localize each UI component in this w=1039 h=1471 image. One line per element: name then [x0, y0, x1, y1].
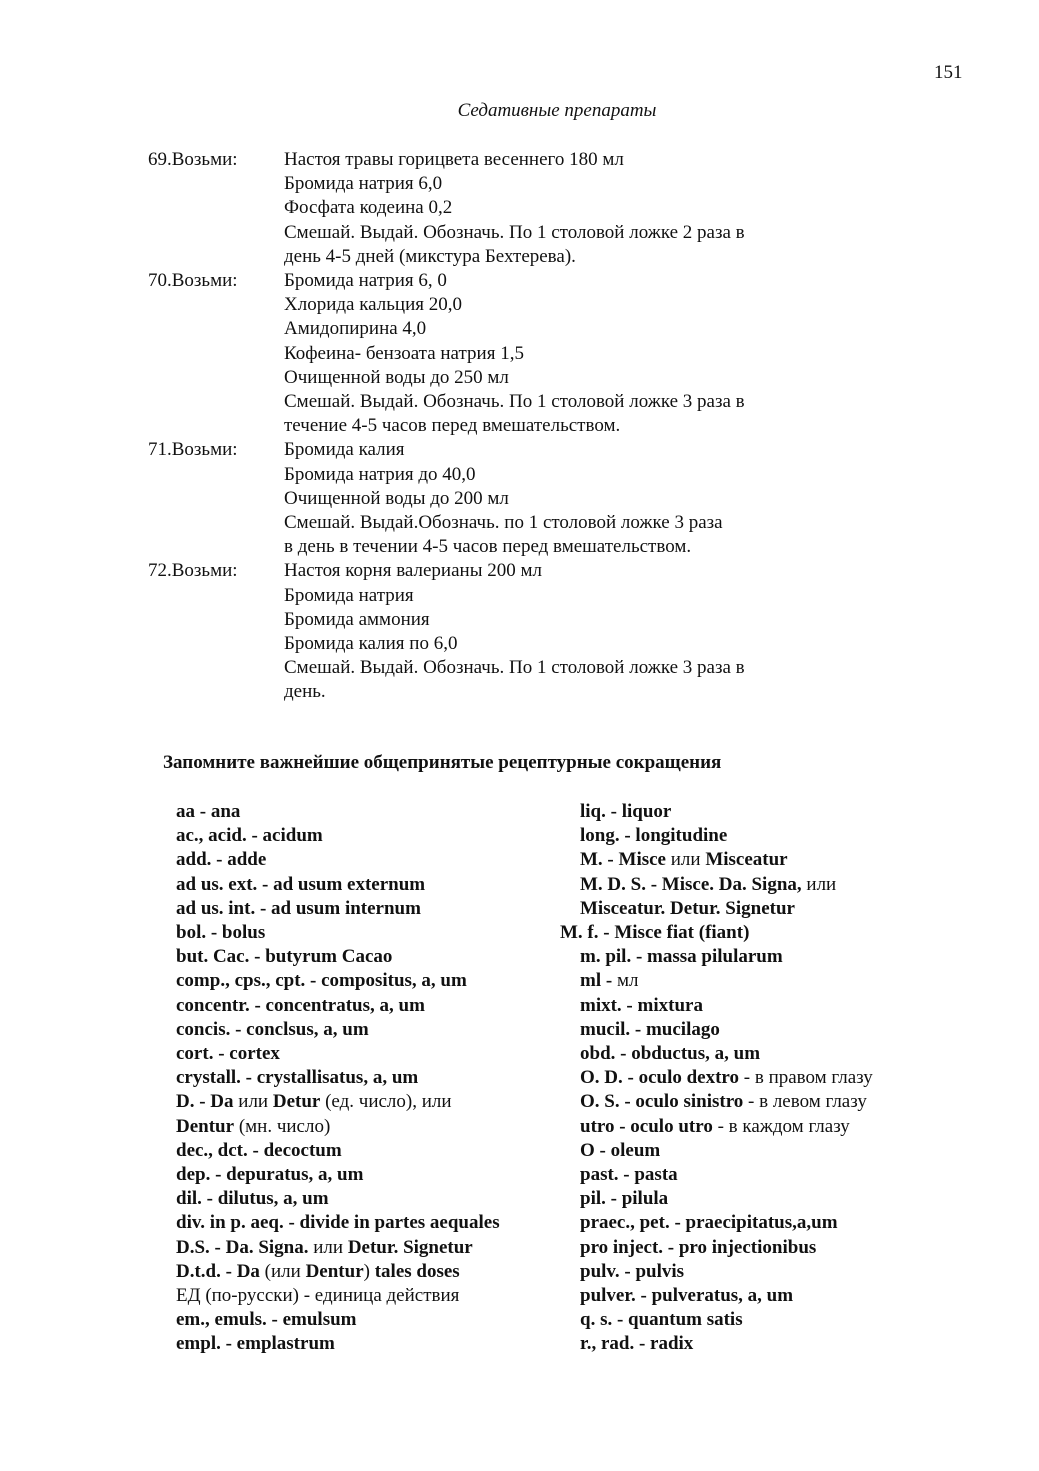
abbreviation-text: Dentur [176, 1115, 235, 1137]
recipe-line: течение 4-5 часов перед вмешательством. [284, 415, 621, 437]
abbreviation-text: pulver. - pulveratus, a, um [580, 1285, 794, 1307]
abbreviation-row [580, 969, 873, 993]
recipe-line: Смешай. Выдай. Обозначь. По 1 столовой ложке 2 раза в [284, 221, 745, 243]
abbreviation-text: concis. - conclsus, a, um [176, 1018, 369, 1040]
abbreviation-row [580, 1332, 873, 1356]
recipe-line: Смешай. Выдай.Обозначь. по 1 столовой ложке 3 раза [284, 512, 723, 534]
recipe-line: Смешай. Выдай. Обозначь. По 1 столовой ложке 3 раза в [284, 657, 745, 679]
abbreviation-row [176, 1332, 500, 1356]
abbreviation-text: mixt. - mixtura [580, 994, 703, 1016]
abbreviations-right-column [560, 800, 873, 1357]
recipe-line: Настоя травы горицвета весеннего 180 мл [284, 149, 624, 170]
abbreviation-text: Misceatur [705, 849, 788, 871]
abbreviation-row [580, 1115, 873, 1139]
abbreviation-row [580, 848, 873, 872]
recipe-71 [148, 438, 745, 559]
abbreviation-text: cort. - cortex [176, 1043, 280, 1065]
recipe-line: Бромида натрия до 40,0 [284, 463, 476, 485]
abbreviation-text: past. - pasta [580, 1164, 678, 1186]
abbreviation-row [176, 969, 500, 993]
abbreviations-left-column [176, 800, 500, 1357]
recipe-label: 72.Возьми: [148, 560, 238, 582]
abbreviation-text: dec., dct. - decoctum [176, 1139, 342, 1161]
recipe-line: день. [284, 681, 326, 703]
abbreviation-text: empl. - emplastrum [176, 1333, 335, 1355]
abbreviation-row [580, 945, 873, 969]
abbreviation-row [176, 873, 500, 897]
abbreviation-text: add. - adde [176, 849, 267, 871]
abbreviation-row [580, 800, 873, 824]
abbreviation-row [176, 945, 500, 969]
recipe-line: Фосфата кодеина 0,2 [284, 197, 453, 219]
recipe-line: Бромида калия [284, 439, 405, 461]
abbreviation-row [176, 1163, 500, 1187]
abbreviation-row [176, 1187, 500, 1211]
abbreviation-row [176, 824, 500, 848]
abbreviation-text: мл [616, 970, 639, 992]
abbreviation-text: O. S. - oculo sinistro [580, 1091, 744, 1113]
recipe-line: Хлорида кальция 20,0 [284, 294, 462, 316]
abbreviation-text: ) [363, 1260, 375, 1282]
recipe-line: Настоя корня валерианы 200 мл [284, 560, 542, 582]
abbreviations-title: Запомните важнейшие общепринятые рецептурные сокращения [163, 752, 722, 773]
abbreviation-text: D. - Da [176, 1091, 234, 1113]
abbreviation-text: (ед. число), или [320, 1091, 452, 1113]
abbreviation-row [580, 1187, 873, 1211]
abbreviation-text: M. - Misce [580, 849, 666, 871]
abbreviation-row [580, 873, 873, 897]
recipe-lines [284, 559, 745, 704]
abbreviation-text: ad us. int. - ad usum internum [176, 897, 421, 919]
abbreviation-text: или [233, 1091, 273, 1113]
abbreviation-text: pulv. - pulvis [580, 1260, 685, 1282]
abbreviation-row [580, 1139, 873, 1163]
abbreviation-text: - в правом глазу [739, 1067, 873, 1089]
abbreviation-row [176, 1066, 500, 1090]
abbreviation-text: dep. - depuratus, a, um [176, 1164, 364, 1186]
recipe-label: 71.Возьми: [148, 439, 238, 461]
abbreviation-row [176, 1018, 500, 1042]
abbreviation-text: q. s. - quantum satis [580, 1309, 743, 1331]
abbreviation-text: mucil. - mucilago [580, 1018, 720, 1040]
abbreviation-text: em., emuls. - emulsum [176, 1309, 357, 1331]
recipe-line: Бромида натрия 6, 0 [284, 270, 447, 292]
recipe-label: 69.Возьми: [148, 149, 238, 170]
abbreviation-text: (или [259, 1260, 306, 1282]
recipe-line: Очищенной воды до 250 мл [284, 366, 509, 388]
abbreviation-row [580, 1236, 873, 1260]
abbreviation-text: concentr. - concentratus, a, um [176, 994, 425, 1016]
abbreviation-row [176, 848, 500, 872]
recipe-line: день 4-5 дней (микстура Бехтерева). [284, 245, 576, 267]
abbreviation-text: tales doses [374, 1260, 460, 1282]
recipes-section [148, 148, 745, 705]
page-number: 151 [934, 62, 963, 83]
recipe-line: Бромида калия по 6,0 [284, 633, 458, 655]
abbreviation-row [176, 800, 500, 824]
abbreviation-text: ЕД (по-русски) - единица действия [176, 1285, 460, 1307]
abbreviation-row [176, 1042, 500, 1066]
recipe-70 [148, 269, 745, 438]
abbreviation-row [176, 1211, 500, 1235]
abbreviation-text: utro - oculo utro [580, 1115, 713, 1137]
abbreviation-text: Misceatur. Detur. Signetur [580, 897, 795, 919]
abbreviation-row [560, 921, 873, 945]
abbreviation-text: M. D. S. - Misce. Da. Signa, [580, 873, 802, 895]
abbreviation-row [176, 1236, 500, 1260]
abbreviation-text: comp., cps., cpt. - compositus, a, um [176, 970, 467, 992]
recipe-line: Амидопирина 4,0 [284, 318, 427, 340]
abbreviation-text: m. pil. - massa pilularum [580, 946, 783, 968]
abbreviation-text: или [308, 1236, 348, 1258]
recipe-72 [148, 559, 745, 704]
abbreviation-text: praec., pet. - praecipitatus,a,um [580, 1212, 838, 1234]
running-header: Седативные препараты [457, 100, 657, 121]
abbreviation-text: или [665, 849, 706, 871]
abbreviation-text: bol. - bolus [176, 922, 266, 944]
abbreviation-text: или [801, 873, 837, 895]
abbreviation-row [176, 1284, 500, 1308]
abbreviation-text: ac., acid. - acidum [176, 825, 323, 847]
recipe-label: 70.Возьми: [148, 270, 238, 292]
abbreviation-row [580, 1260, 873, 1284]
abbreviation-row [176, 897, 500, 921]
abbreviation-text: r., rad. - radix [580, 1333, 694, 1355]
abbreviation-text: Detur [272, 1091, 321, 1113]
abbreviation-row [176, 1308, 500, 1332]
abbreviation-text: O - oleum [580, 1139, 661, 1161]
recipe-lines [284, 438, 723, 559]
abbreviation-row [580, 1018, 873, 1042]
recipe-line: Кофеина- бензоата натрия 1,5 [284, 342, 524, 364]
abbreviation-text: but. Cac. - butyrum Cacao [176, 946, 393, 968]
abbreviation-text: pil. - pilula [580, 1188, 669, 1210]
abbreviation-text: dil. - dilutus, a, um [176, 1188, 329, 1210]
abbreviation-row [580, 824, 873, 848]
abbreviation-row [176, 994, 500, 1018]
abbreviation-text: - в левом глазу [743, 1091, 867, 1113]
abbreviation-row [580, 1308, 873, 1332]
abbreviation-row [176, 921, 500, 945]
abbreviation-text: pro inject. - pro injectionibus [580, 1236, 817, 1258]
abbreviation-text: Detur. Signetur [347, 1236, 473, 1258]
abbreviation-row [580, 1066, 873, 1090]
abbreviation-text: aa - ana [176, 801, 241, 822]
abbreviation-text: D.t.d. - Da [176, 1260, 260, 1282]
abbreviation-text: ad us. ext. - ad usum externum [176, 873, 426, 895]
recipe-line: Очищенной воды до 200 мл [284, 487, 509, 509]
abbreviation-text: div. in p. aeq. - divide in partes aequales [176, 1212, 500, 1234]
recipe-lines [284, 269, 745, 438]
abbreviation-text: - в каждом глазу [712, 1115, 850, 1137]
recipe-line: Бромида аммония [284, 608, 430, 630]
abbreviation-row [176, 1115, 500, 1139]
abbreviation-text: crystall. - crystallisatus, a, um [176, 1067, 419, 1089]
abbreviation-text: ml - [580, 970, 617, 992]
abbreviation-text: long. - longitudine [580, 825, 728, 847]
abbreviation-row [580, 1090, 873, 1114]
abbreviation-row [580, 1042, 873, 1066]
abbreviation-row [176, 1260, 500, 1284]
recipe-line: в день в течении 4-5 часов перед вмешательством. [284, 536, 692, 558]
recipe-69 [148, 148, 745, 269]
abbreviation-text: D.S. - Da. Signa. [176, 1236, 309, 1258]
abbreviation-text: O. D. - oculo dextro [580, 1067, 740, 1089]
abbreviation-row [176, 1090, 500, 1114]
abbreviation-row [580, 1163, 873, 1187]
recipe-lines [284, 148, 745, 269]
abbreviation-text: Dentur [305, 1260, 364, 1282]
abbreviation-row [580, 1284, 873, 1308]
recipe-line: Бромида натрия [284, 584, 414, 606]
abbreviation-row [580, 897, 873, 921]
abbreviation-text: liq. - liquor [580, 801, 672, 822]
abbreviation-row [580, 1211, 873, 1235]
abbreviation-row [580, 994, 873, 1018]
abbreviation-text: M. f. - Misce fiat (fiant) [560, 922, 750, 944]
recipe-line: Бромида натрия 6,0 [284, 173, 443, 195]
abbreviation-text: obd. - obductus, a, um [580, 1043, 761, 1065]
abbreviation-text: (мн. число) [234, 1115, 331, 1137]
abbreviation-row [176, 1139, 500, 1163]
recipe-line: Смешай. Выдай. Обозначь. По 1 столовой ложке 3 раза в [284, 391, 745, 413]
